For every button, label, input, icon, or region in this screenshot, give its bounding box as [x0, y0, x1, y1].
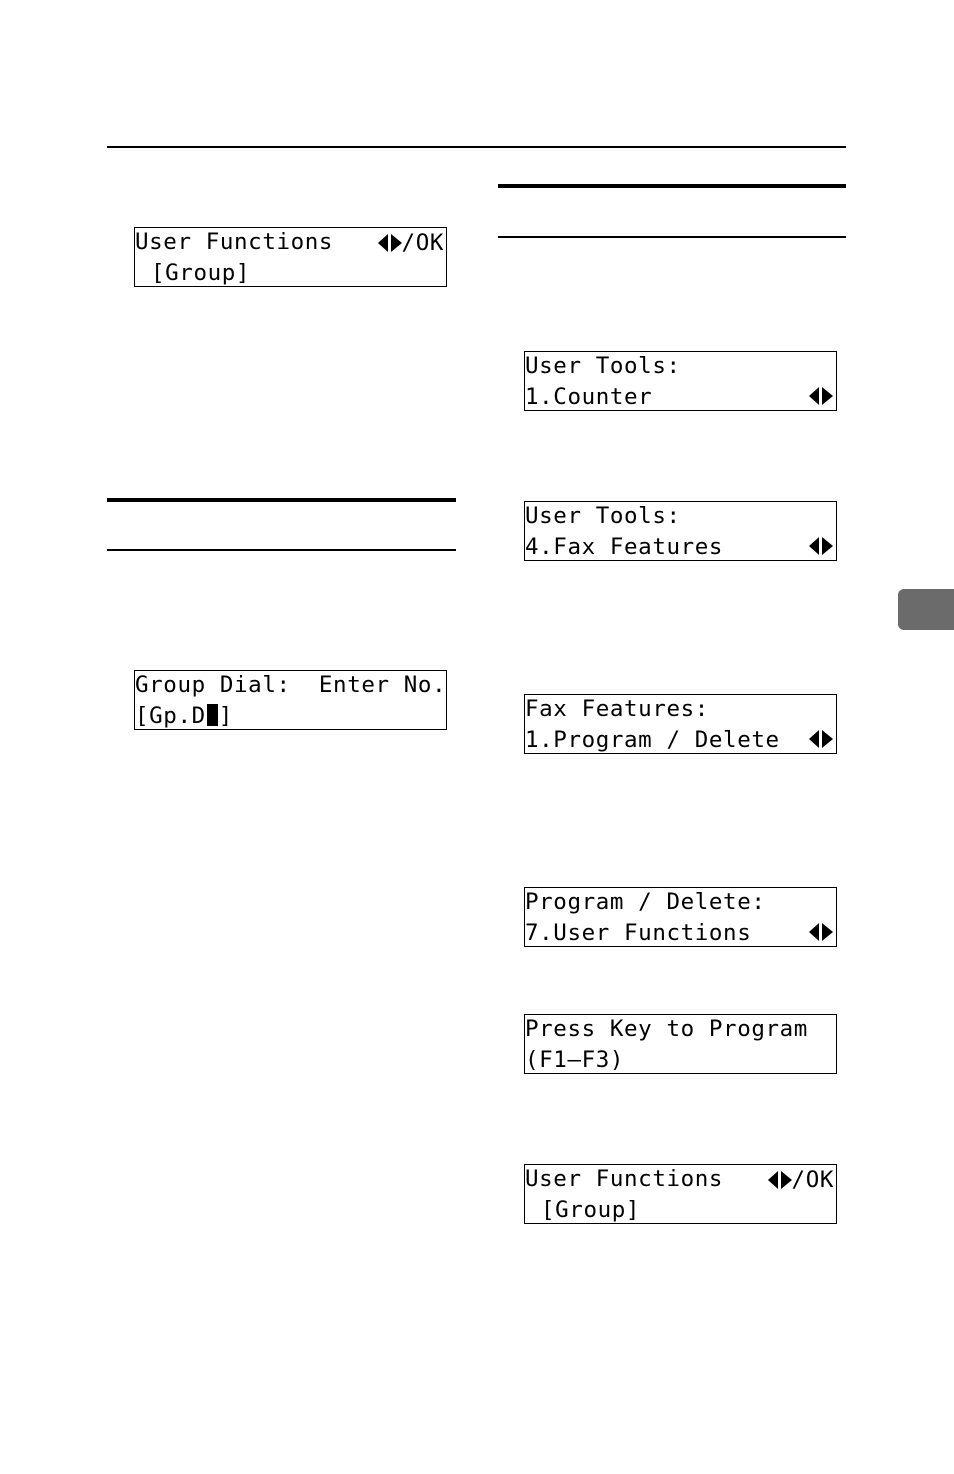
left-right-arrows-icon	[768, 1171, 792, 1189]
lcd-user-tools-counter	[524, 351, 837, 411]
left-right-arrows-icon	[809, 537, 833, 555]
lcd-line-2-suffix: ]	[218, 703, 233, 729]
lcd-line-2: 7.User Functions	[525, 920, 752, 946]
lcd-line-1: Group Dial: Enter No.	[135, 672, 447, 698]
chapter-tab	[898, 589, 954, 630]
lcd-line-2	[135, 701, 233, 730]
lcd-group-dial	[134, 670, 447, 730]
lcd-user-functions-right	[524, 1164, 837, 1224]
lcd-line-2: [Group]	[541, 1197, 641, 1223]
lcd-line-2-prefix: [Gp.D	[135, 703, 206, 729]
lcd-line-2: 1.Program / Delete	[525, 727, 780, 753]
lcd-line-2: 1.Counter	[525, 384, 653, 410]
lcd-line-1: User Functions	[525, 1166, 724, 1192]
section-rule-bottom-left	[107, 549, 456, 551]
lcd-user-functions-left	[134, 227, 447, 287]
lcd-line-1: Press Key to Program	[525, 1016, 808, 1042]
left-right-arrows-icon	[809, 923, 833, 941]
left-right-arrows-icon	[809, 387, 833, 405]
lcd-user-tools-fax-features	[524, 501, 837, 561]
lcd-line-1: User Tools:	[525, 353, 681, 379]
lcd-line-1: Program / Delete:	[525, 889, 766, 915]
ok-label: /OK	[791, 1167, 834, 1193]
lcd-line-1: Fax Features:	[525, 696, 709, 722]
lcd-program-delete-user-functions	[524, 887, 837, 947]
lcd-line-2: 4.Fax Features	[525, 534, 724, 560]
section-rule-top-left	[107, 498, 456, 502]
nav-ok-indicator	[768, 1165, 834, 1195]
ok-label: /OK	[401, 230, 444, 256]
lcd-line-1: User Functions	[135, 229, 334, 255]
lcd-line-2: [Group]	[151, 260, 251, 286]
section-rule-bottom-right	[498, 236, 846, 238]
lcd-line-1: User Tools:	[525, 503, 681, 529]
nav-ok-indicator	[378, 228, 444, 258]
section-rule-top-right	[498, 184, 846, 188]
lcd-fax-features-program-delete	[524, 694, 837, 754]
header-rule	[107, 146, 846, 148]
lcd-press-key-to-program	[524, 1014, 837, 1074]
lcd-line-2: (F1–F3)	[525, 1047, 625, 1073]
text-cursor-block	[207, 704, 218, 726]
left-right-arrows-icon	[378, 234, 402, 252]
left-right-arrows-icon	[809, 730, 833, 748]
